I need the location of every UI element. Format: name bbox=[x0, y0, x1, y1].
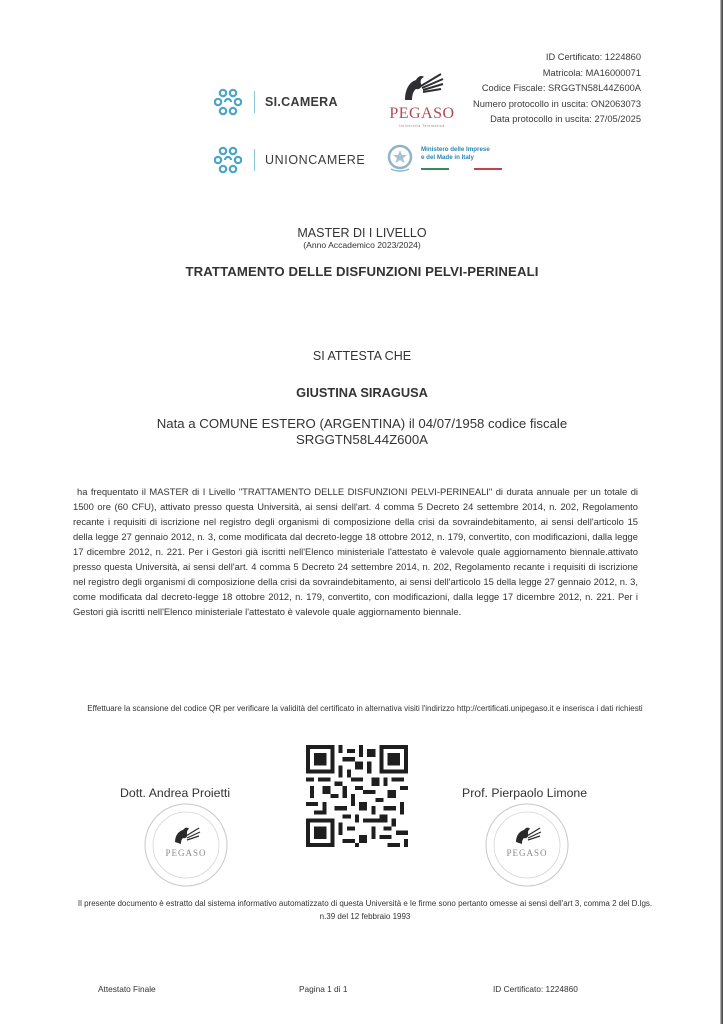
protocol-date: Data protocollo in uscita: 27/05/2025 bbox=[490, 114, 641, 125]
green-stripe bbox=[421, 168, 449, 170]
matricola: Matricola: MA16000071 bbox=[542, 67, 641, 78]
attestation-heading: SI ATTESTA CHE bbox=[312, 349, 412, 363]
birth-line: Nata a COMUNE ESTERO (ARGENTINA) il 04/07/1958 codice fiscale bbox=[156, 416, 568, 431]
pegaso-seal-icon bbox=[484, 802, 570, 888]
pegasus-icon bbox=[399, 72, 445, 102]
flag-stripes bbox=[421, 168, 502, 170]
pegaso-wordmark: PEGASO bbox=[389, 105, 455, 122]
master-level: MASTER DI I LIVELLO bbox=[297, 226, 427, 240]
sicamera-label: SI.CAMERA bbox=[265, 95, 338, 109]
footer-certificate-id: ID Certificato: 1224860 bbox=[493, 984, 578, 994]
signatory-right: Prof. Pierpaolo Limone bbox=[462, 786, 588, 800]
course-title: TRATTAMENTO DELLE DISFUNZIONI PELVI-PERINEALI bbox=[185, 264, 539, 279]
chamber-network-icon bbox=[214, 146, 242, 174]
codice-fiscale: Codice Fiscale: SRGGTN58L44Z600A bbox=[481, 83, 641, 94]
footer-page-number: Pagina 1 di 1 bbox=[299, 984, 348, 994]
republic-emblem-icon bbox=[386, 143, 414, 173]
pegaso-subtitle: Università Telematica bbox=[399, 124, 445, 128]
birth-details bbox=[0, 416, 724, 448]
page-edge bbox=[720, 0, 723, 1024]
mimit-logo bbox=[386, 143, 502, 173]
certificate-id: ID Certificato: 1224860 bbox=[545, 52, 641, 62]
footer-document-type: Attestato Finale bbox=[98, 984, 156, 994]
recipient-name: GIUSTINA SIRAGUSA bbox=[296, 385, 428, 400]
qr-instructions: Effettuare la scansione del codice QR per verificare la validità del certificato in alternativa visiti l'indirizzo http://certificati.unipegaso.it e inserisca i dati richiesti bbox=[87, 704, 643, 713]
unioncamere-logo bbox=[214, 146, 365, 174]
certificate-meta bbox=[473, 50, 641, 128]
chamber-network-icon bbox=[214, 88, 242, 116]
qr-code[interactable] bbox=[306, 745, 408, 847]
logo-divider bbox=[254, 149, 255, 171]
sicamera-logo bbox=[214, 88, 338, 116]
mimit-name: Ministero delle Imprese e del Made in Italy bbox=[421, 146, 490, 161]
logo-divider bbox=[254, 91, 255, 113]
academic-year: (Anno Accademico 2023/2024) bbox=[303, 240, 421, 250]
red-stripe bbox=[474, 168, 502, 170]
attestation-body: ha frequentato il MASTER di I Livello "TRATTAMENTO DELLE DISFUNZIONI PELVI-PERINEALI" di durata annuale per un totale di 1500 ore (60 CFU), attivato presso questa Università, ai sensi dell'art. 4 comma 5 Decreto 24 settembre 2014, n. 202, Regolamento recante i requisiti di iscrizione nel registro degli organismi di composizione della crisi da sovraindebitamento, ai sensi dell'articolo 15 della legge 27 gennaio 2012, n. 3, come modificata dal decreto-legge 18 ottobre 2012, n. 179, convertito, con modificazioni, dalla legge 17 dicembre 2012, n. 221. Per i Gestori già iscritti nell'Elenco ministeriale l'attestato è valevole quale aggiornamento biennale.attivato presso questa Università, ai sensi dell'art. 4 comma 5 Decreto 24 settembre 2014, n. 202, Regolamento recante i requisiti di iscrizione nel registro degli organismi di composizione della crisi da sovraindebitamento, ai sensi dell'articolo 15 della legge 27 gennaio 2012, n. 3, come modificata dal decreto-legge 18 ottobre 2012, n. 179, convertito, con modificazioni, dalla legge 17 dicembre 2012, n. 221. Per i Gestori già iscritti nell'Elenco ministeriale l'attestato è valevole quale aggiornamento biennale. bbox=[73, 486, 638, 617]
protocol-number: Numero protocollo in uscita: ON2063073 bbox=[473, 98, 641, 109]
signatory-left: Dott. Andrea Proietti bbox=[120, 786, 231, 800]
svg-text:PEGASO: PEGASO bbox=[165, 848, 207, 858]
fiscal-code: SRGGTN58L44Z600A bbox=[296, 432, 428, 447]
pegaso-logo bbox=[386, 72, 458, 128]
svg-text:PEGASO: PEGASO bbox=[506, 848, 548, 858]
legal-notice: Il presente documento è estratto dal sistema informativo automatizzato di questa Università e le firme sono pertanto omesse ai sensi dell'art 3, comma 2 del D.lgs. n.39 del 12 febbraio 1993 bbox=[77, 899, 653, 921]
pegaso-seal-icon bbox=[143, 802, 229, 888]
unioncamere-label: UNIONCAMERE bbox=[265, 153, 366, 167]
